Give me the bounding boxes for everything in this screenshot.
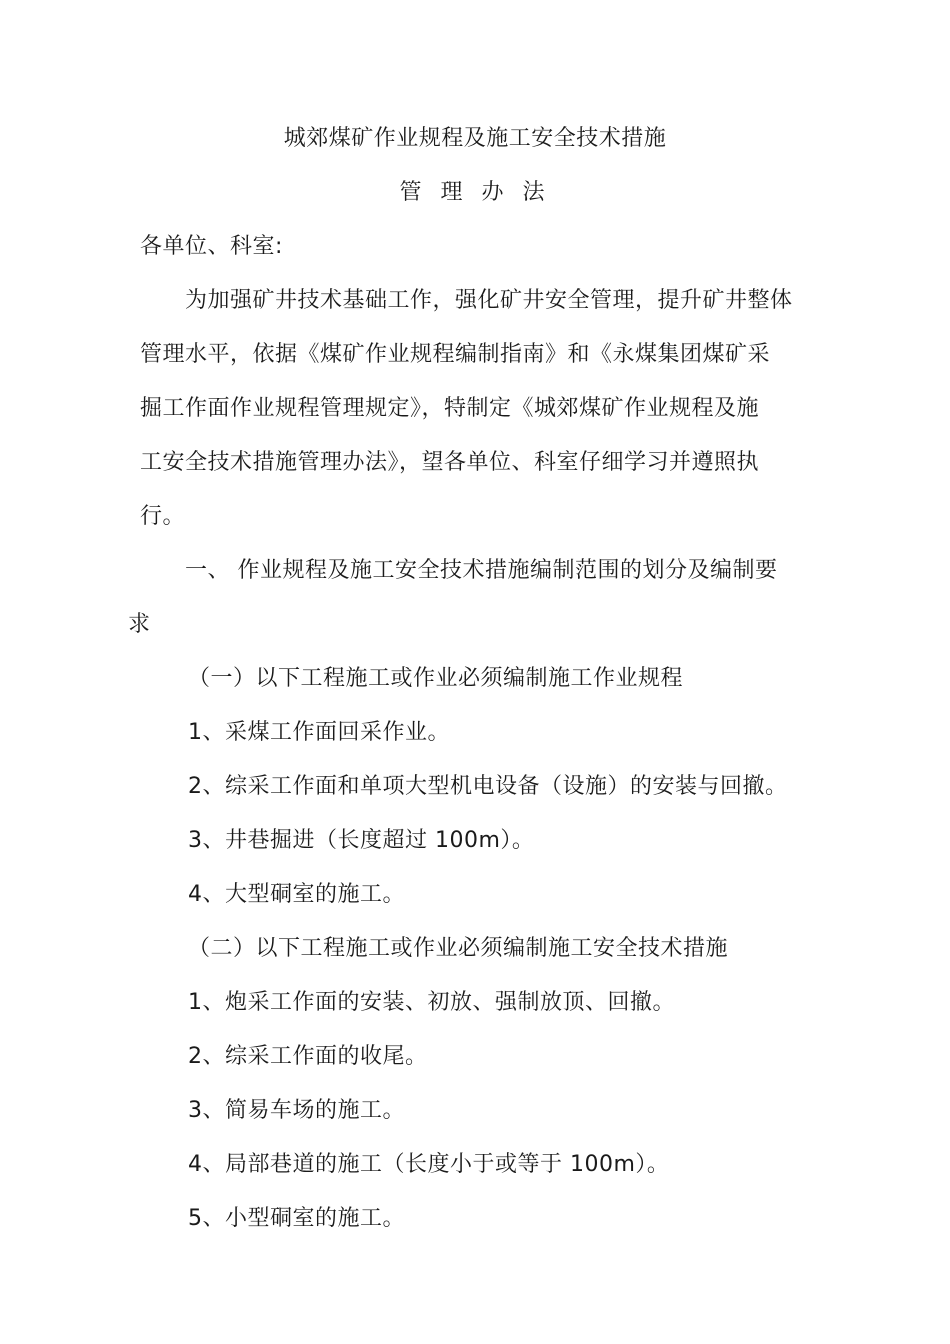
list-item: 2、综采工作面的收尾。 [188,1044,428,1069]
intro-line: 工安全技术措施管理办法》，望各单位、科室仔细学习并遵照执 [140,450,760,475]
intro-line: 管理水平，依据《煤矿作业规程编制指南》和《永煤集团煤矿采 [140,342,771,367]
list-item: 3、简易车场的施工。 [188,1098,405,1123]
salutation: 各单位、科室: [140,234,283,259]
document-subtitle: 管 理 办 法 [399,180,551,205]
intro-line: 为加强矿井技术基础工作，强化矿井安全管理，提升矿井整体 [185,288,793,313]
list-item: 2、综采工作面和单项大型机电设备（设施）的安装与回撤。 [188,774,788,799]
list-item: 3、井巷掘进（长度超过 100m）。 [188,828,535,853]
intro-line: 掘工作面作业规程管理规定》，特制定《城郊煤矿作业规程及施 [140,396,760,421]
subsection-heading: （一）以下工程施工或作业必须编制施工作业规程 [188,666,684,691]
intro-line: 行。 [140,504,186,529]
list-item: 1、采煤工作面回采作业。 [188,720,450,745]
subsection-heading: （二）以下工程施工或作业必须编制施工安全技术措施 [188,936,729,961]
list-item: 5、小型硐室的施工。 [188,1206,405,1231]
list-item: 4、大型硐室的施工。 [188,882,405,907]
section-heading: 一、 作业规程及施工安全技术措施编制范围的划分及编制要 [185,558,778,583]
list-item: 1、炮采工作面的安装、初放、强制放顶、回撤。 [188,990,675,1015]
document-title: 城郊煤矿作业规程及施工安全技术措施 [283,126,667,151]
section-heading-continued: 求 [128,612,151,637]
list-item: 4、局部巷道的施工（长度小于或等于 100m）。 [188,1152,670,1177]
